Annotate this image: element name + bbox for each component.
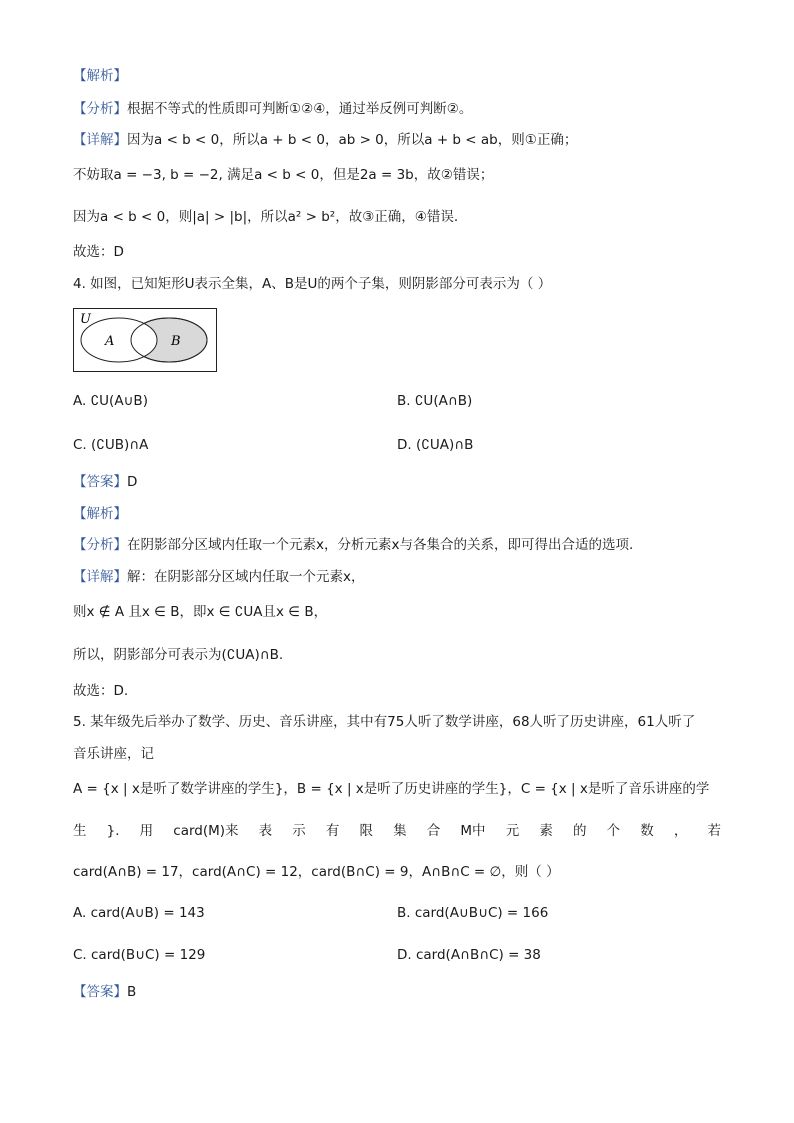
- stem-word: 示: [292, 823, 306, 839]
- stem-word: 个: [606, 823, 621, 839]
- q4-option-d: D. (∁UA)∩B: [397, 437, 474, 453]
- analysis-tag: 【分析】: [73, 537, 127, 553]
- label-a: A: [105, 334, 115, 349]
- analysis-tag: 【分析】: [73, 101, 127, 117]
- stem-word: 用: [139, 823, 154, 839]
- stem-word: M中: [460, 823, 486, 839]
- detail-tag: 【详解】: [73, 569, 127, 585]
- detail-line-3: 因为a < b < 0，则|a| > |b|，所以a² > b²，故③正确，④错误.: [73, 209, 459, 225]
- question-5-stem-4: [73, 822, 721, 840]
- q4-choice-conclusion: 故选：D.: [73, 683, 129, 699]
- stem-word: 素: [539, 823, 553, 839]
- analysis-text: 根据不等式的性质即可判断①②④，通过举反例可判断②。: [127, 101, 473, 117]
- stem-word: 的: [572, 823, 587, 839]
- stem-word: 数: [640, 823, 654, 839]
- q4-detail-line-3: 所以，阴影部分可表示为(∁UA)∩B.: [73, 647, 284, 663]
- q4-option-c: C. (∁UB)∩A: [73, 437, 149, 453]
- q4-detail-line-2: 则x ∉ A 且x ∈ B，即x ∈ ∁UA且x ∈ B，: [73, 604, 328, 620]
- q5-option-b: B. card(A∪B∪C) = 166: [397, 905, 549, 921]
- stem-word: card(M)来: [173, 823, 239, 839]
- q5-option-c: C. card(B∪C) = 129: [73, 947, 206, 963]
- stem-word: 限: [359, 823, 374, 839]
- stem-word: }.: [106, 823, 120, 839]
- stem-word: ，: [673, 823, 688, 839]
- stem-word: 元: [505, 823, 520, 839]
- question-4-stem: 4. 如图，已知矩形U表示全集，A、B是U的两个子集，则阴影部分可表示为（ ）: [73, 276, 552, 292]
- answer-value: B: [127, 984, 137, 1000]
- stem-word: 生: [73, 823, 87, 839]
- stem-word: 合: [426, 823, 441, 839]
- question-5-stem-3: A = {x | x是听了数学讲座的学生}，B = {x | x是听了历史讲座的学生}，C = {x | x是听了音乐讲座的学: [73, 781, 710, 797]
- answer-value: D: [127, 474, 138, 490]
- stem-word: 表: [258, 823, 273, 839]
- q5-answer: [73, 983, 136, 1001]
- detail-line-2: 不妨取a = −3, b = −2, 满足a < b < 0，但是2a = 3b，故②错误；: [73, 167, 494, 183]
- detail-text: 因为a < b < 0，所以a + b < 0，ab > 0，所以a + b < ab，则①正确；: [127, 132, 578, 148]
- q5-option-a: A. card(A∪B) = 143: [73, 905, 205, 921]
- q5-option-d: D. card(A∩B∩C) = 38: [397, 947, 541, 963]
- answer-tag: 【答案】: [73, 984, 127, 1000]
- detail-line: [73, 131, 577, 149]
- analysis-line: [73, 100, 472, 118]
- question-5-stem-5: card(A∩B) = 17，card(A∩C) = 12，card(B∩C) = 9，A∩B∩C = ∅，则（ ）: [73, 864, 560, 880]
- detail-tag: 【详解】: [73, 132, 127, 148]
- stem-word: 有: [325, 823, 340, 839]
- label-b: B: [171, 334, 181, 349]
- q4-analysis-heading: 【解析】: [73, 506, 127, 522]
- analysis-heading: 【解析】: [73, 68, 127, 84]
- question-5-stem-2: 音乐讲座，记: [73, 746, 154, 762]
- q4-option-b: B. ∁U(A∩B): [397, 393, 473, 409]
- analysis-text: 在阴影部分区域内任取一个元素x，分析元素x与各集合的关系，即可得出合适的选项.: [127, 537, 634, 553]
- stem-word: 集: [393, 823, 407, 839]
- choice-conclusion: 故选：D: [73, 244, 124, 260]
- q4-option-a: A. ∁U(A∪B): [73, 393, 148, 409]
- venn-diagram: [73, 308, 219, 374]
- label-u: U: [80, 312, 91, 327]
- stem-word: 若: [707, 823, 721, 839]
- q4-analysis-line: [73, 536, 633, 554]
- q4-answer: [73, 473, 137, 491]
- answer-tag: 【答案】: [73, 474, 127, 490]
- q4-detail-line: [73, 568, 365, 586]
- question-5-stem-1: 5. 某年级先后举办了数学、历史、音乐讲座，其中有75人听了数学讲座，68人听了历史讲座，61人听了: [73, 714, 696, 730]
- detail-text: 解：在阴影部分区域内任取一个元素x，: [127, 569, 365, 585]
